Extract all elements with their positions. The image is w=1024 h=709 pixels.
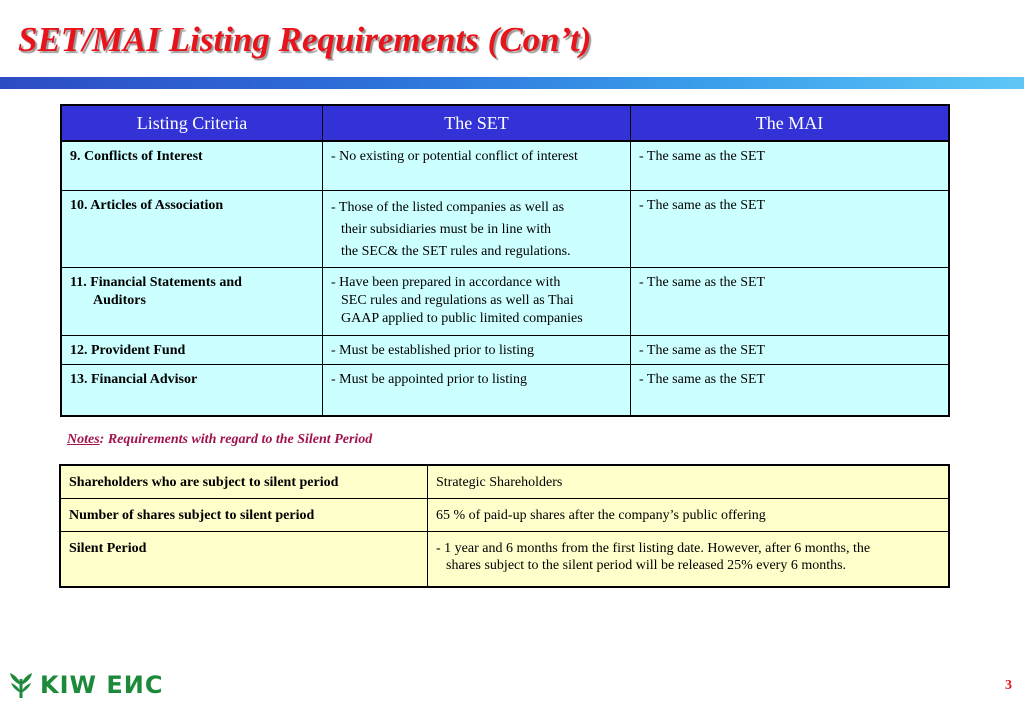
leaf-logo-icon — [8, 671, 34, 699]
notes-caption — [67, 432, 372, 448]
silent-value-cell — [428, 499, 950, 532]
table-row — [61, 336, 949, 365]
criteria-cell: 10. Articles of Association — [61, 191, 323, 268]
listing-criteria-table — [60, 104, 950, 417]
set-line: - Have been prepared in accordance with — [331, 275, 561, 290]
value-line: Strategic Shareholders — [436, 475, 563, 490]
table-row — [60, 465, 949, 499]
mai-cell: - The same as the SET — [631, 365, 950, 417]
silent-value-cell — [428, 532, 950, 588]
notes-label: Notes — [67, 432, 100, 447]
mai-cell: - The same as the SET — [631, 191, 950, 268]
criteria-cell — [61, 268, 323, 336]
mai-cell: - The same as the SET — [631, 141, 950, 191]
silent-period-table — [59, 464, 950, 588]
set-line: GAAP applied to public limited companies — [341, 311, 583, 326]
silent-key-cell: Silent Period — [60, 532, 428, 588]
company-logo — [8, 670, 163, 700]
criteria-line: Auditors — [93, 293, 146, 308]
notes-text: : Requirements with regard to the Silent Period — [99, 432, 373, 447]
header-listing-criteria: Listing Criteria — [61, 105, 323, 141]
set-line: - Those of the listed companies as well as — [331, 200, 565, 215]
logo-text: KIW EИC — [40, 671, 164, 699]
silent-key-cell: Number of shares subject to silent period — [60, 499, 428, 532]
set-line: - Must be established prior to listing — [331, 343, 534, 358]
set-cell — [323, 141, 631, 191]
set-cell — [323, 365, 631, 417]
set-cell — [323, 268, 631, 336]
silent-key-cell: Shareholders who are subject to silent period — [60, 465, 428, 499]
silent-value-cell — [428, 465, 950, 499]
value-line: - 1 year and 6 months from the first listing date. However, after 6 months, the — [436, 541, 871, 556]
set-cell — [323, 336, 631, 365]
value-line: 65 % of paid-up shares after the company’s public offering — [436, 508, 766, 523]
table-header-row — [61, 105, 949, 141]
criteria-cell: 9. Conflicts of Interest — [61, 141, 323, 191]
set-cell — [323, 191, 631, 268]
table-row — [61, 191, 949, 268]
title-gradient-bar — [0, 77, 1024, 89]
header-the-set: The SET — [323, 105, 631, 141]
table-row — [61, 268, 949, 336]
set-line: their subsidiaries must be in line with — [341, 222, 551, 237]
mai-cell: - The same as the SET — [631, 336, 950, 365]
page-number: 3 — [1005, 678, 1012, 693]
table-row — [61, 141, 949, 191]
mai-cell: - The same as the SET — [631, 268, 950, 336]
table-row — [60, 532, 949, 588]
criteria-cell: 12. Provident Fund — [61, 336, 323, 365]
set-line: SEC rules and regulations as well as Thai — [341, 293, 574, 308]
table-row — [61, 365, 949, 417]
set-line: - No existing or potential conflict of interest — [331, 149, 578, 164]
header-the-mai: The MAI — [631, 105, 950, 141]
table-row — [60, 499, 949, 532]
criteria-line: 11. Financial Statements and — [70, 275, 242, 290]
value-line: shares subject to the silent period will be released 25% every 6 months. — [446, 558, 847, 573]
page-title: SET/MAI Listing Requirements (Con’t) — [18, 20, 592, 59]
criteria-cell: 13. Financial Advisor — [61, 365, 323, 417]
set-line: the SEC& the SET rules and regulations. — [341, 244, 571, 259]
set-line: - Must be appointed prior to listing — [331, 372, 527, 387]
